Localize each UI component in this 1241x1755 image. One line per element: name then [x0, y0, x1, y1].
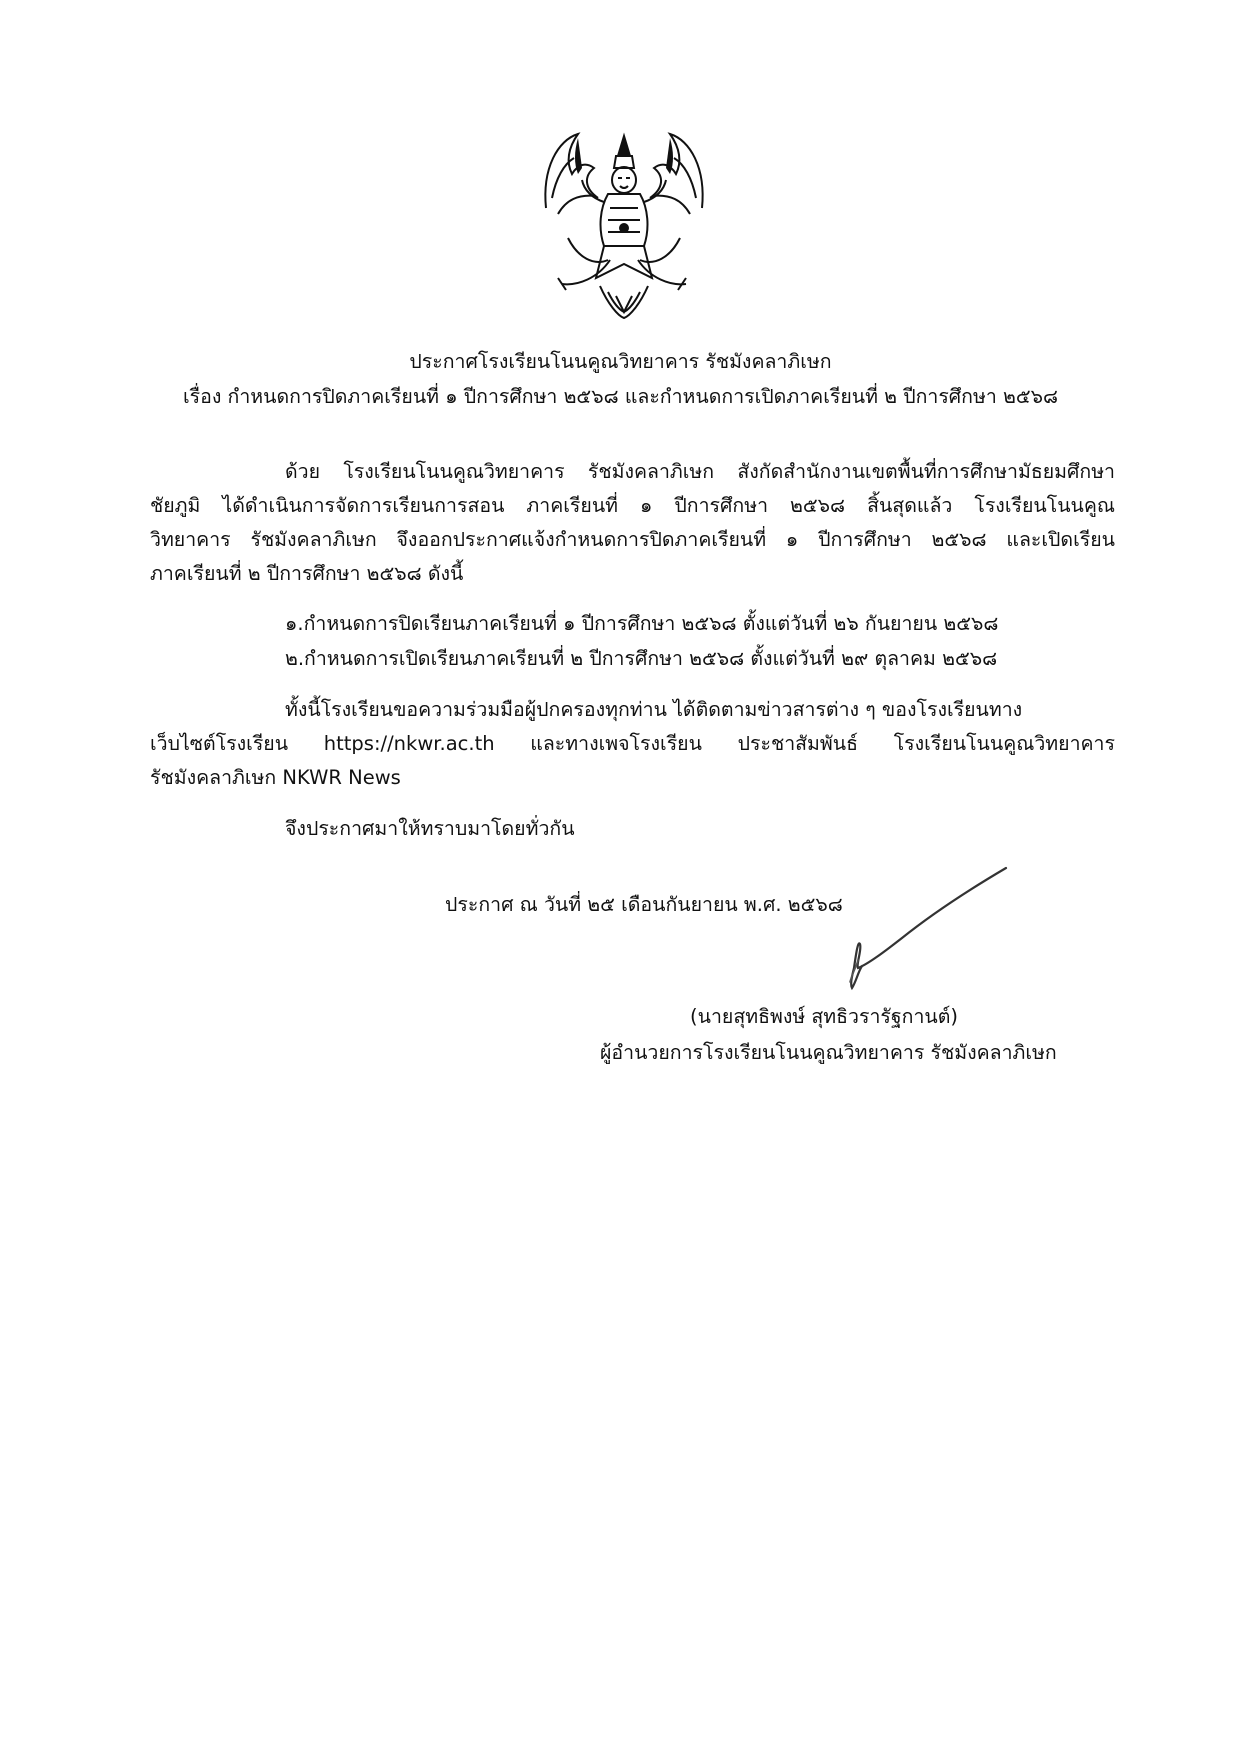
list-item-2: ๒.กำหนดการเปิดเรียนภาคเรียนที่ ๒ ปีการศึกษา ๒๕๖๘ ตั้งแต่วันที่ ๒๙ ตุลาคม ๒๕๖๘	[285, 647, 998, 670]
paragraph-2-line-1: ทั้งนี้โรงเรียนขอความร่วมมือผู้ปกครองทุกท่าน ได้ติดตามข่าวสารต่าง ๆ ของโรงเรียนทาง	[285, 698, 1023, 721]
body-paragraph-1	[150, 455, 1115, 591]
handwritten-signature	[822, 864, 1022, 1004]
garuda-emblem	[538, 128, 710, 320]
announcement-title: ประกาศโรงเรียนโนนคูณวิทยาคาร รัชมังคลาภิเษก	[409, 350, 832, 373]
announcement-subject: เรื่อง กำหนดการปิดภาคเรียนที่ ๑ ปีการศึกษา ๒๕๖๘ และกำหนดการเปิดภาคเรียนที่ ๒ ปีการศึกษา ๒๕๖๘	[182, 385, 1059, 408]
paragraph-2-line-3: รัชมังคลาภิเษก NKWR News	[150, 766, 401, 789]
list-item-1: ๑.กำหนดการปิดเรียนภาคเรียนที่ ๑ ปีการศึกษา ๒๕๖๘ ตั้งแต่วันที่ ๒๖ กันยายน ๒๕๖๘	[285, 612, 999, 635]
announcement-date: ประกาศ ณ วันที่ ๒๕ เดือนกันยายน พ.ศ. ๒๕๖๘	[445, 893, 843, 916]
paragraph-1-line-3: วิทยาคาร รัชมังคลาภิเษก จึงออกประกาศแจ้งกำหนดการปิดภาคเรียนที่ ๑ ปีการศึกษา ๒๕๖๘ และเปิดเรียน	[150, 528, 1115, 551]
paragraph-1-line-1: ด้วย โรงเรียนโนนคูณวิทยาคาร รัชมังคลาภิเษก สังกัดสำนักงานเขตพื้นที่การศึกษามัธยมศึกษา	[285, 460, 1115, 483]
closing-statement: จึงประกาศมาให้ทราบมาโดยทั่วกัน	[285, 817, 575, 840]
signatory-name: (นายสุทธิพงษ์ สุทธิวรารัฐกานต์)	[690, 1005, 959, 1028]
paragraph-1-line-4: ภาคเรียนที่ ๒ ปีการศึกษา ๒๕๖๘ ดังนี้	[150, 562, 464, 585]
paragraph-1-line-2: ชัยภูมิ ได้ดำเนินการจัดการเรียนการสอน ภาคเรียนที่ ๑ ปีการศึกษา ๒๕๖๘ สิ้นสุดแล้ว โรงเรียนโนนคูณ	[150, 494, 1115, 517]
body-paragraph-2	[150, 693, 1115, 795]
paragraph-2-line-2: เว็บไซต์โรงเรียน https://nkwr.ac.th และทางเพจโรงเรียน ประชาสัมพันธ์ โรงเรียนโนนคูณวิทยาคาร	[150, 732, 1115, 755]
signatory-position: ผู้อำนวยการโรงเรียนโนนคูณวิทยาคาร รัชมังคลาภิเษก	[600, 1041, 1057, 1064]
